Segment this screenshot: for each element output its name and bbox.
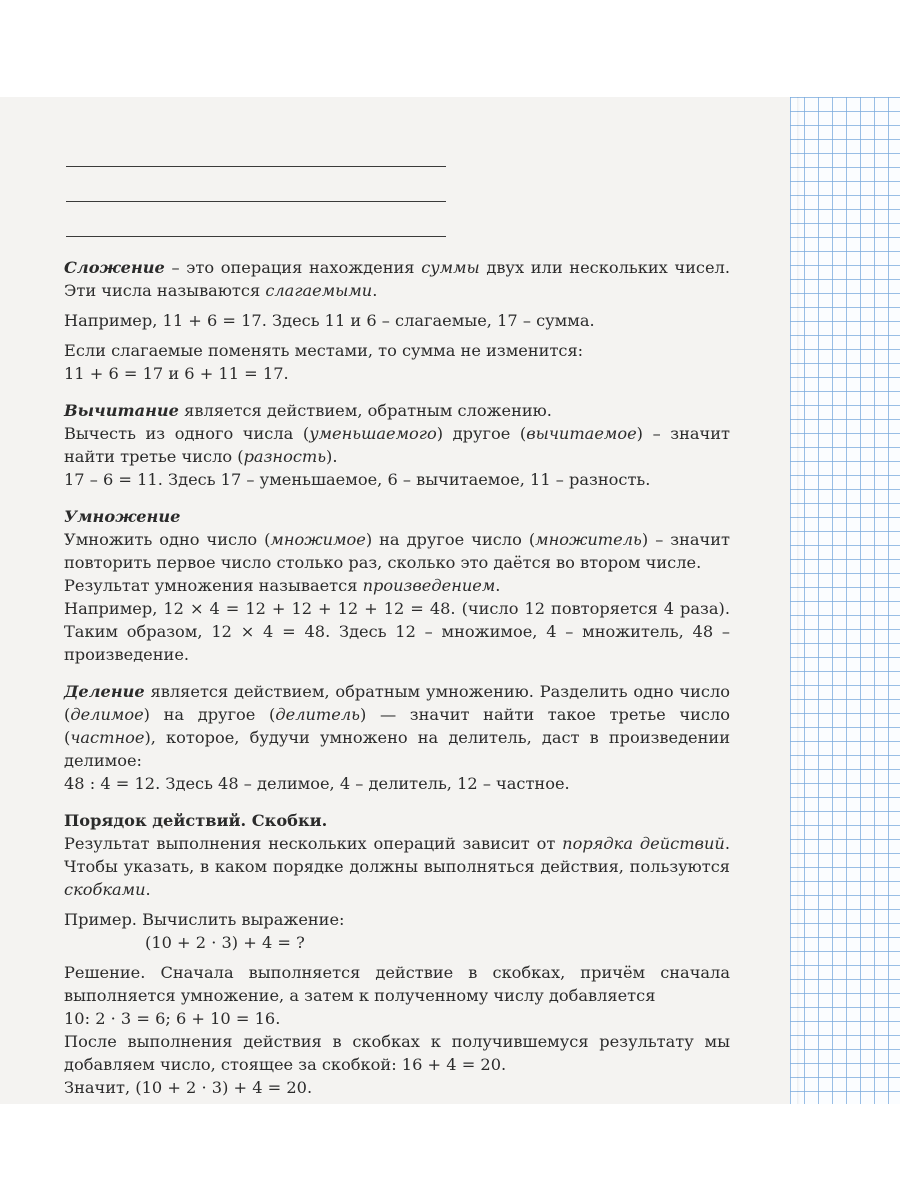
writing-line-2 [66, 201, 446, 202]
order-example-intro: Пример. Вычислить выражение: [64, 910, 345, 929]
addition-term: Сложение [64, 258, 165, 277]
page-edge-shadow [797, 97, 800, 1104]
order-after: После выполнения действия в скобках к получившемуся результату мы добавляем число, стоящее за скобкой: 16 + 4 = 20. [64, 1032, 730, 1074]
writing-line-3 [66, 236, 446, 237]
subtraction-term: Вычитание [64, 401, 179, 420]
subtraction-example: 17 – 6 = 11. Здесь 17 – уменьшаемое, 6 – вычитаемое, 11 – разность. [64, 470, 651, 489]
division-definition: Деление является действием, обратным умножению. Разделить одно число (делимое) на другое (делитель) — значит найти такое третье число (частное), которое, будучи умножено на делитель, даст в произведении делимое: [64, 682, 730, 770]
multiplication-result: Результат умножения называется произведением. [64, 576, 501, 595]
order-solution: Решение. Сначала выполняется действие в скобках, причём сначала выполняется умножение, а затем к полученному числу добавляется [64, 963, 730, 1005]
multiplication-term: Умножение [64, 507, 181, 526]
writing-line-1 [66, 166, 446, 167]
subtraction-heading: Вычитание является действием, обратным сложению. [64, 401, 552, 420]
division-term: Деление [64, 682, 145, 701]
order-solution-calc: 10: 2 · 3 = 6; 6 + 10 = 16. [64, 1009, 281, 1028]
addition-example: Например, 11 + 6 = 17. Здесь 11 и 6 – слагаемые, 17 – сумма. [64, 311, 595, 330]
multiplication-example: Например, 12 × 4 = 12 + 12 + 12 + 12 = 48. (число 12 повторяется 4 раза). Таким образом, 12 × 4 = 48. Здесь 12 – множимое, 4 – множитель, 48 – произведение. [64, 599, 730, 664]
order-paragraph: Результат выполнения нескольких операций зависит от порядка действий. Чтобы указать, в каком порядке должны выполняться действия, пользуются скобками. [64, 834, 730, 899]
text-content [64, 256, 730, 1099]
addition-rule: Если слагаемые поменять местами, то сумма не изменится: 11 + 6 = 17 и 6 + 11 = 17. [64, 341, 584, 383]
order-expression: (10 + 2 · 3) + 4 = ? [145, 933, 305, 952]
subtraction-definition: Вычесть из одного числа (уменьшаемого) другое (вычитаемое) – значит найти третье число (разность). [64, 424, 730, 466]
order-conclusion: Значит, (10 + 2 · 3) + 4 = 20. [64, 1078, 313, 1097]
grid-paper-edge [790, 97, 900, 1104]
multiplication-definition: Умножить одно число (множимое) на другое число (множитель) – значит повторить первое число столько раз, сколько это даётся во втором числе. [64, 530, 730, 572]
division-example: 48 : 4 = 12. Здесь 48 – делимое, 4 – делитель, 12 – частное. [64, 774, 570, 793]
order-title: Порядок действий. Скобки. [64, 811, 328, 830]
addition-definition: Сложение – это операция нахождения суммы двух или нескольких чисел. Эти числа называются слагаемыми. [64, 258, 730, 300]
